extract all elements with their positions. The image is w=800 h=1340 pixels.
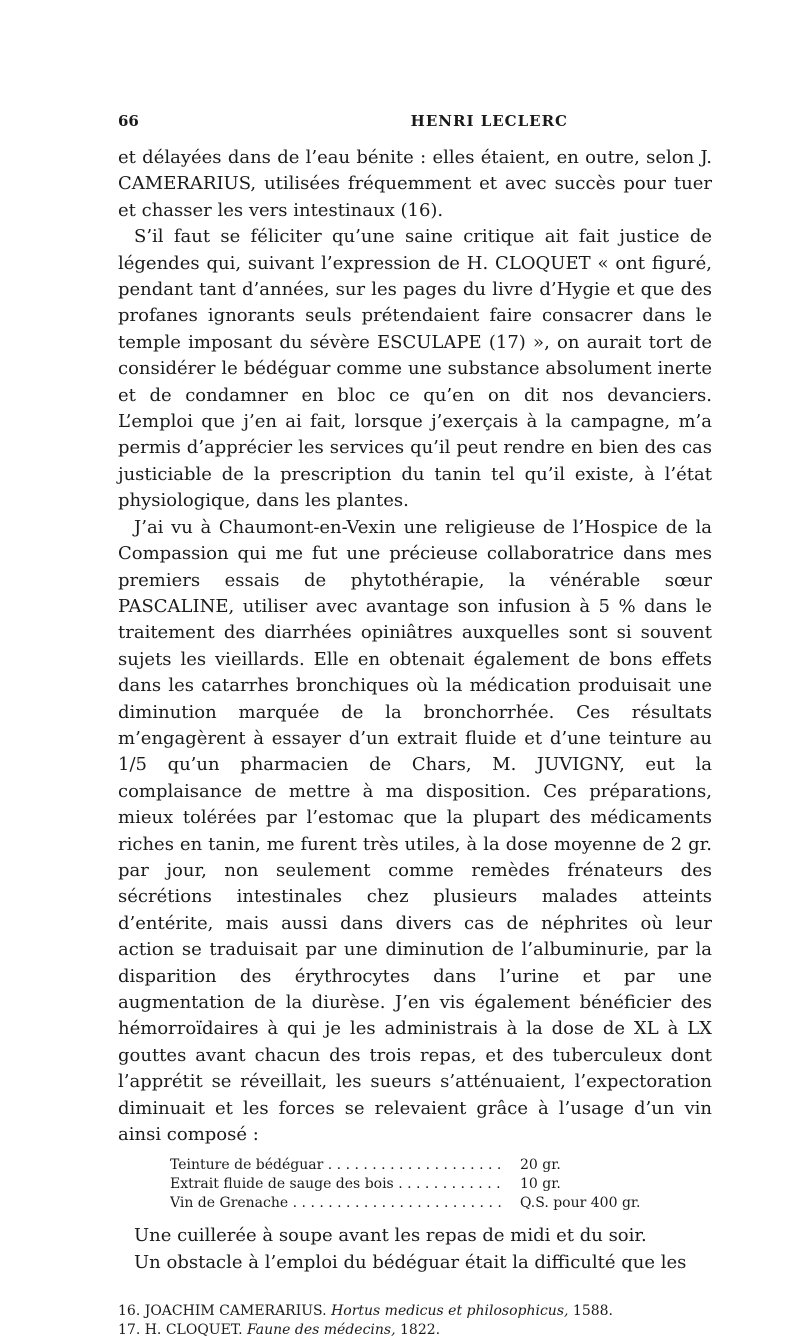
footnote-year: 1588. — [572, 1303, 613, 1320]
recipe-quantity: Q.S. pour 400 gr. — [520, 1195, 641, 1212]
paragraph: Une cuillerée à soupe avant les repas de midi et du soir. — [134, 1225, 647, 1247]
recipe-ingredient: Extrait fluide de sauge des bois . . . — [170, 1175, 506, 1194]
paragraph: J’ai vu à Chaumont-en-Vexin une religieuse de l’Hospice de la Compassion qui me fut une précieuse collaboratrice dans mes premiers essais de phytothérapie, la vénérable sœur PASCALINE, utiliser avec avantage son infusion à 5 % dans le traitement des diarrhées opiniâtres auxquelles sont si souvent sujets les vieillards. Elle en obtenait également de bons effets dans les catarrhes bronchiques où la médication produisait une diminution marquée de la bronchorrhée. Ces résultats m’engagèrent à essayer d’un extrait fluide et d’une teinture au 1/5 qu’un pharmacien de Chars, M. JUVIGNY, eut la complaisance de mettre à ma disposition. Ces préparations, mieux tolérées par l’estomac que la plupart des médicaments riches en tanin, me furent très utiles, à la dose moyenne de 2 gr. par jour, non seulement comme remèdes frénateurs des sécrétions intestinales chez plusieurs malades atteints d’entérite, mais aussi dans divers cas de néphrites où leur action se traduisait par une diminution de l’albuminurie, par la disparition des érythrocytes dans l’urine et par une augmentation de la diurèse. J’en vis également bénéficier des hémorroïdaires à qui je les administrais à la dose de XL à LX gouttes avant chacun des trois repas, et des tuberculeux dont l’apprétit se réveillait, les sueurs s’atténuaient, l’expectoration diminuait et les forces se relevaient grâce à l’usage d’un vin ainsi composé : — [118, 516, 712, 1146]
recipe-list — [170, 1156, 660, 1213]
recipe-ingredient: Teinture de bédéguar . . . — [170, 1156, 506, 1175]
footnote-author: H. CLOQUET. — [144, 1322, 243, 1339]
footnotes — [118, 1302, 712, 1340]
recipe-ingredient: Vin de Grenache . . . — [170, 1194, 506, 1213]
recipe-quantity: 20 gr. — [520, 1157, 561, 1174]
footnote-number: 17. — [118, 1322, 141, 1339]
footnote — [118, 1302, 712, 1321]
recipe-quantity: 10 gr. — [520, 1176, 561, 1193]
footnote-title: Hortus medicus et philosophicus, — [331, 1303, 569, 1320]
running-head: HENRI LECLERC — [410, 112, 568, 130]
paragraph: Un obstacle à l’emploi du bédéguar était la difficulté que les — [134, 1251, 687, 1273]
page-body — [118, 145, 712, 1340]
page-number: 66 — [118, 112, 139, 130]
page-header — [118, 112, 688, 136]
recipe-row — [170, 1175, 660, 1194]
paragraph: et délayées dans de l’eau bénite : elles étaient, en outre, selon J. CAMERARIUS, utilisées fréquemment et avec succès pour tuer et chasser les vers intestinaux (16). — [118, 147, 712, 221]
recipe-row — [170, 1156, 660, 1175]
footnote — [118, 1321, 712, 1340]
footnote-author: JOACHIM CAMERARIUS. — [144, 1303, 327, 1320]
footnote-year: 1822. — [400, 1322, 441, 1339]
footnote-number: 16. — [118, 1303, 141, 1320]
recipe-row — [170, 1194, 660, 1213]
footnote-title: Faune des médecins, — [247, 1322, 396, 1339]
paragraph: S’il faut se féliciter qu’une saine critique ait fait justice de légendes qui, suivant l’expression de H. CLOQUET « ont figuré, pendant tant d’années, sur les pages du livre d’Hygie et que des profanes ignorants seuls prétendaient faire consacrer dans le temple imposant du sévère ESCULAPE (17) », on aurait tort de considérer le bédéguar comme une substance absolument inerte et de condamner en bloc ce qu’en on dit nos devanciers. L’emploi que j’en ai fait, lorsque j’exerçais à la campagne, m’a permis d’apprécier les services qu’il peut rendre en bien des cas justiciable de la prescription du tanin tel qu’il existe, à l’état physiologique, dans les plantes. — [118, 226, 712, 512]
